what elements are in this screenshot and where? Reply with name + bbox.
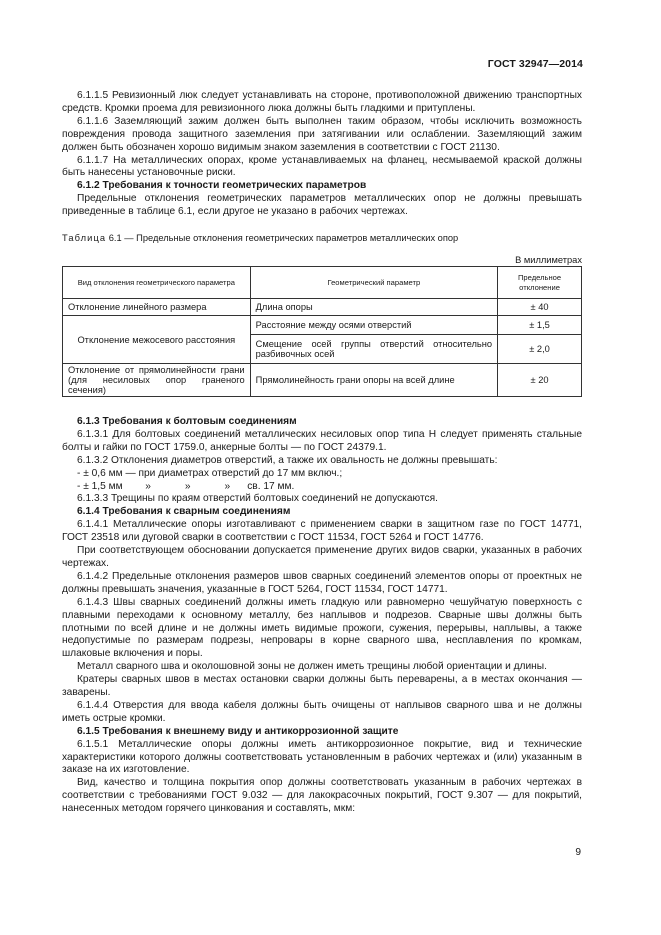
table-header-row: [63, 267, 582, 299]
table-cell: Отклонение от прямолинейности грани (для несиловых опор граненого сечения): [63, 364, 251, 397]
paragraph-6-1-4-4: 6.1.4.4 Отверстия для ввода кабеля должны быть очищены от наплывов сварного шва и не должны иметь острые кромки.: [62, 699, 582, 724]
table-header-cell: Предельное отклонение: [498, 267, 582, 299]
document-header: ГОСТ 32947—2014: [487, 58, 583, 70]
paragraph-6-1-1-5: 6.1.1.5 Ревизионный люк следует устанавливать на стороне, противоположной движению транспортных средств. Кромки проема для ревизионного люка должны быть гладкими и притуплены.: [62, 90, 582, 114]
table-cell: Прямолинейность грани опоры на всей длине: [250, 364, 497, 397]
paragraph-6-1-5-1: 6.1.5.1 Металлические опоры должны иметь антикоррозионное покрытие, вид и технические характеристики которого должны соответствовать установленным в рабочих чертежах и (или) указанным в заказе на их изготовление.: [62, 738, 582, 776]
table-cell: Смещение осей группы отверстий относительно разбивочных осей: [250, 335, 497, 364]
table-cell: ± 20: [498, 364, 582, 397]
table-row: [63, 316, 582, 335]
deviation-table: [62, 266, 582, 397]
main-section: [62, 416, 582, 816]
section-6-1-2-text: Предельные отклонения геометрических параметров металлических опор не должны превышать приведенные в таблице 6.1, если другое не указано в рабочих чертежах.: [62, 193, 582, 218]
section-6-1-5-heading: 6.1.5 Требования к внешнему виду и антикоррозионной защите: [77, 725, 399, 737]
paragraph-6-1-4-3: 6.1.4.3 Швы сварных соединений должны иметь гладкую или равномерно чешуйчатую поверхность с плавными переходами к основному металлу, без наплывов и подрезов. Сварные швы должны быть плотными по всей длине и не должны иметь видимые прожоги, сужения, перерывы, наплывы, а также недопустимые по размерам подрезы, непровары в корне сварного шва, несплавления по кромкам, шлаковые включения и поры.: [62, 596, 582, 660]
page-number: 9: [575, 847, 581, 858]
table-row: [63, 299, 582, 316]
paragraph-6-1-4-3b: Металл сварного шва и околошовной зоны не должен иметь трещины любой ориентации и длины.: [77, 661, 547, 673]
section-6-1-4-heading: 6.1.4 Требования к сварным соединениям: [77, 506, 291, 518]
paragraph-6-1-1-6: 6.1.1.6 Заземляющий зажим должен быть выполнен таким образом, чтобы исключить возможность повреждения провода защитного заземления при затягивании или ослаблении. Заземляющий зажим должен быть обозначен хорошо видимым знаком заземления в соответствии с ГОСТ 21130.: [62, 115, 582, 153]
section-6-1-3-heading: 6.1.3 Требования к болтовым соединениям: [77, 416, 297, 427]
table-unit: В миллиметрах: [515, 255, 582, 265]
table-caption: [62, 233, 458, 243]
table-row: [63, 364, 582, 397]
table-cell: ± 40: [498, 299, 582, 316]
paragraph-6-1-5-1b: Вид, качество и толщина покрытия опор должны соответствовать указанным в рабочих чертежах в соответствии с требованиями ГОСТ 9.032 — для лакокрасочных покрытий, ГОСТ 9.307 — для покрытий, нанесенных методом горячего цинкования и составлять, мкм:: [62, 777, 582, 815]
top-section: [62, 90, 582, 219]
table-caption-text: 6.1 — Предельные отклонения геометрических параметров металлических опор: [108, 233, 459, 243]
paragraph-6-1-3-1: 6.1.3.1 Для болтовых соединений металлических несиловых опор типа Н следует применять стальные болты и гайки по ГОСТ 1759.0, анкерные болты — по ГОСТ 24379.1.: [62, 428, 582, 453]
paragraph-6-1-4-2: 6.1.4.2 Предельные отклонения размеров швов сварных соединений элементов опоры от проектных не должны превышать значения, указанные в ГОСТ 5264, ГОСТ 11534, ГОСТ 14771.: [62, 570, 582, 595]
table-cell: Расстояние между осями отверстий: [250, 316, 497, 335]
paragraph-6-1-4-1b: При соответствующем обосновании допускается применение других видов сварки, указанных в рабочих чертежах.: [62, 545, 582, 569]
table-cell: Отклонение линейного размера: [63, 299, 251, 316]
table-cell: ± 2,0: [498, 335, 582, 364]
paragraph-6-1-4-1: 6.1.4.1 Металлические опоры изготавливают с применением сварки в защитном газе по ГОСТ 14771, ГОСТ 23518 или дуговой сварки в соответствии с ГОСТ 11534, ГОСТ 5264 и ГОСТ 14776.: [62, 519, 582, 544]
table-caption-word: Таблица: [62, 233, 107, 243]
table-header-cell: Геометрический параметр: [250, 267, 497, 299]
paragraph-6-1-4-3c: Кратеры сварных швов в местах остановки сварки должны быть переварены, а в местах окончания — заварены.: [62, 674, 582, 699]
paragraph-6-1-1-7: 6.1.1.7 На металлических опорах, кроме устанавливаемых на фланец, несмываемой краской должны быть нанесены установочные риски.: [62, 154, 582, 179]
list-item: - ± 0,6 мм — при диаметрах отверстий до 17 мм включ.;: [77, 467, 343, 479]
list-item: - ± 1,5 мм » » » св. 17 мм.: [77, 480, 295, 492]
table-cell: ± 1,5: [498, 316, 582, 335]
table-cell: Длина опоры: [250, 299, 497, 316]
paragraph-6-1-3-2: 6.1.3.2 Отклонения диаметров отверстий, а также их овальность не должны превышать:: [77, 454, 498, 466]
paragraph-6-1-3-3: 6.1.3.3 Трещины по краям отверстий болтовых соединений не допускаются.: [77, 493, 438, 505]
table-header-cell: Вид отклонения геометрического параметра: [63, 267, 251, 299]
section-6-1-2-heading: 6.1.2 Требования к точности геометрических параметров: [77, 180, 367, 192]
table-cell: Отклонение межосевого расстояния: [63, 316, 251, 364]
